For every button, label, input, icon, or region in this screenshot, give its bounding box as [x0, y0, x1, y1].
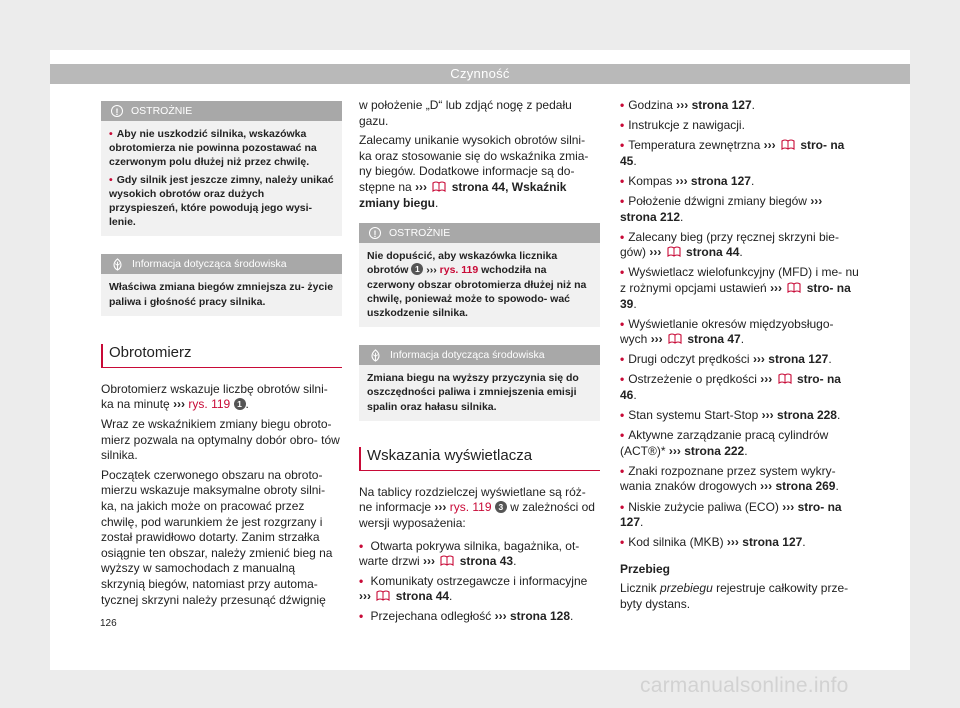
page-link[interactable]: stro- na 45 [620, 138, 845, 168]
list-item: • Temperatura zewnętrzna ››› stro- na 45. [620, 138, 860, 169]
page-link[interactable]: strona 127 [690, 173, 751, 188]
book-icon [781, 139, 795, 150]
list-item: • Wyświetlanie okresów międzyobsługo- wych ››› strona 47. [620, 317, 860, 348]
figure-link[interactable]: rys. 119 [188, 397, 231, 412]
list-item: • Komunikaty ostrzegawcze i informacyjne ››› strona 44. [359, 574, 600, 605]
section-title-obrotomierz: Obrotomierz [101, 344, 342, 368]
paragraph: Obrotomierz wskazuje liczbę obrotów silni- ka na minutę ››› rys. 119 1 . [101, 381, 328, 412]
warning-box-1 [101, 101, 342, 236]
env-box-1 [101, 254, 342, 315]
list-item: • Instrukcje z nawigacji. [620, 118, 860, 134]
column-3 [620, 98, 860, 613]
page-link[interactable]: strona 127 [742, 535, 803, 550]
page-link[interactable]: strona 47 [687, 332, 741, 347]
page-link[interactable]: stro- na 46 [620, 372, 841, 402]
list-item: • Aktywne zarządzanie pracą cylindrów (ACT®)* ››› strona 222. [620, 428, 860, 459]
env-box-2 [359, 345, 600, 421]
leaf-icon [111, 258, 124, 271]
list-item: • Ostrzeżenie o prędkości ››› stro- na 46. [620, 372, 860, 403]
page-link[interactable]: stro- na 39 [620, 280, 851, 311]
paragraph: Wraz ze wskaźnikiem zmiany biegu obroto- mierz pozwala na optymalny dobór obro- tów silnika. [101, 417, 340, 463]
book-icon [787, 282, 801, 293]
list-item: • Otwarta pokrywa silnika, bagażnika, ot- warte drzwi ››› strona 43. [359, 539, 600, 570]
display-items-list [620, 98, 860, 551]
page-link[interactable]: strona 128 [509, 608, 571, 623]
warning-item: • Aby nie uszkodzić silnika, wskazówka obrotomierza nie powinna pozostawać na czerwonym polu dłużej niż przez chwilę. [109, 127, 334, 170]
book-icon [667, 246, 681, 257]
paragraph: w położenie „D“ lub zdjąć nogę z pedału gazu. [359, 98, 572, 128]
warning-item: • Gdy silnik jest jeszcze zimny, należy unikać wysokich obrotów oraz dużych przyspieszeń, które powodują jego wysi- lenie. [109, 173, 334, 230]
warning-box-head [359, 223, 600, 243]
book-icon [668, 333, 682, 344]
list-item: • Drugi odczyt prędkości ››› strona 127. [620, 352, 860, 368]
page-number: 126 [100, 618, 117, 629]
callout-number: 1 [234, 398, 246, 410]
page-link[interactable]: strona 43 [459, 554, 514, 569]
figure-link[interactable]: rys. 119 [439, 264, 479, 277]
paragraph: Na tablicy rozdzielczej wyświetlane są róż- ne informacje ››› rys. 119 3 w zależności od wersji wyposażenia: [359, 484, 595, 530]
book-icon [432, 181, 446, 192]
subheading-przebieg: Przebieg [620, 561, 671, 576]
list-item: • Kod silnika (MKB) ››› strona 127. [620, 535, 860, 551]
page-link[interactable]: stro- na 127 [620, 499, 842, 530]
column-2 [359, 98, 600, 625]
book-icon [778, 373, 792, 384]
warning-title: OSTROŻNIE [131, 105, 193, 117]
figure-link[interactable]: rys. 119 [449, 500, 492, 515]
watermark: carmanualsonline.info [640, 674, 849, 697]
book-icon [376, 590, 390, 601]
warning-icon: ! [369, 227, 381, 239]
list-item: • Niskie zużycie paliwa (ECO) ››› stro- na 127. [620, 500, 860, 531]
page-link[interactable]: strona 127 [768, 352, 829, 367]
env-title: Informacja dotycząca środowiska [132, 258, 287, 271]
paragraph: Początek czerwonego obszaru na obroto- mierzu wskazuje maksymalne obroty silni- ka, na jakich może on pracować przez chwilę, pod warunkiem że jest rozgrzany i został prawidłowo dotarty. Zanim strzałka osiągnie ten obszar, należy zmienić bieg na wyższy w samochodach z manualną skrzynią biegów, natomiast przy automa- tycznej skrzyni należy przesunąć dźwignię [101, 467, 333, 607]
env-box-head [101, 254, 342, 274]
leaf-icon [369, 349, 382, 362]
page-link[interactable]: strona 44 [395, 589, 450, 604]
list-item: • Położenie dźwigni zmiany biegów ››› strona 212. [620, 194, 860, 225]
list-item: • Kompas ››› strona 127. [620, 174, 860, 190]
page-link[interactable]: strona 228 [776, 408, 837, 423]
list-item: • Zalecany bieg (przy ręcznej skrzyni bie- gów) ››› strona 44. [620, 230, 860, 261]
section-title-wskazania: Wskazania wyświetlacza [359, 447, 600, 471]
page-header [50, 64, 910, 84]
list-item: • Znaki rozpoznane przez system wykry- wania znaków drogowych ››› strona 269. [620, 464, 860, 495]
paragraph: Zalecamy unikanie wysokich obrotów silni- ka oraz stosowanie się do wskaźnika zmia- ny biegów. Dodatkowe informacje są do- stępne na ››› strona 44, Wskaźnik zmiany biegu. [359, 133, 589, 210]
column-1 [101, 101, 342, 608]
list-item: • Wyświetlacz wielofunkcyjny (MFD) i me- nu z rożnymi opcjami ustawień ››› stro- na 39. [620, 265, 860, 312]
env-body: Zmiana biegu na wyższy przyczynia się do oszczędności paliwa i zmniejszenia emisji spalin oraz hałasu silnika. [367, 372, 579, 413]
env-title: Informacja dotycząca środowiska [390, 349, 545, 362]
list-item: • Stan systemu Start-Stop ››› strona 228. [620, 408, 860, 424]
warning-icon: ! [111, 105, 123, 117]
callout-number: 1 [411, 263, 423, 275]
page-link[interactable]: strona 44 [686, 245, 740, 260]
warning-box-head [101, 101, 342, 121]
env-body: Właściwa zmiana biegów zmniejsza zu- życie paliwa i głośność pracy silnika. [109, 281, 334, 308]
warning-title: OSTROŻNIE [389, 227, 451, 240]
page-link[interactable]: strona 269 [775, 479, 836, 494]
book-icon [440, 555, 454, 566]
paragraph: Licznik przebiegu rejestruje całkowity prze- byty dystans. [620, 581, 849, 612]
env-box-head [359, 345, 600, 365]
page-link[interactable]: strona 44, Wskaźnik zmiany biegu [359, 179, 567, 210]
page-link[interactable]: strona 127 [691, 98, 752, 112]
header-title: Czynność [450, 66, 510, 81]
callout-number: 3 [495, 501, 507, 513]
page-link[interactable]: strona 222 [684, 443, 745, 458]
warning-body [101, 121, 342, 236]
list-item: • Godzina ››› strona 127. [620, 98, 860, 114]
page-link[interactable]: strona 212 [620, 209, 681, 224]
warning-box-2 [359, 223, 600, 327]
warning-body: Nie dopuścić, aby wskazówka licznika obrotów 1 ››› rys. 119 wchodziła na czerwony obszar obrotomierza dłużej niż na chwilę, ponieważ może to spowodo- wać uszkodzenie silnika. [367, 250, 587, 319]
list-item: • Przejechana odległość ››› strona 128. [359, 609, 600, 625]
